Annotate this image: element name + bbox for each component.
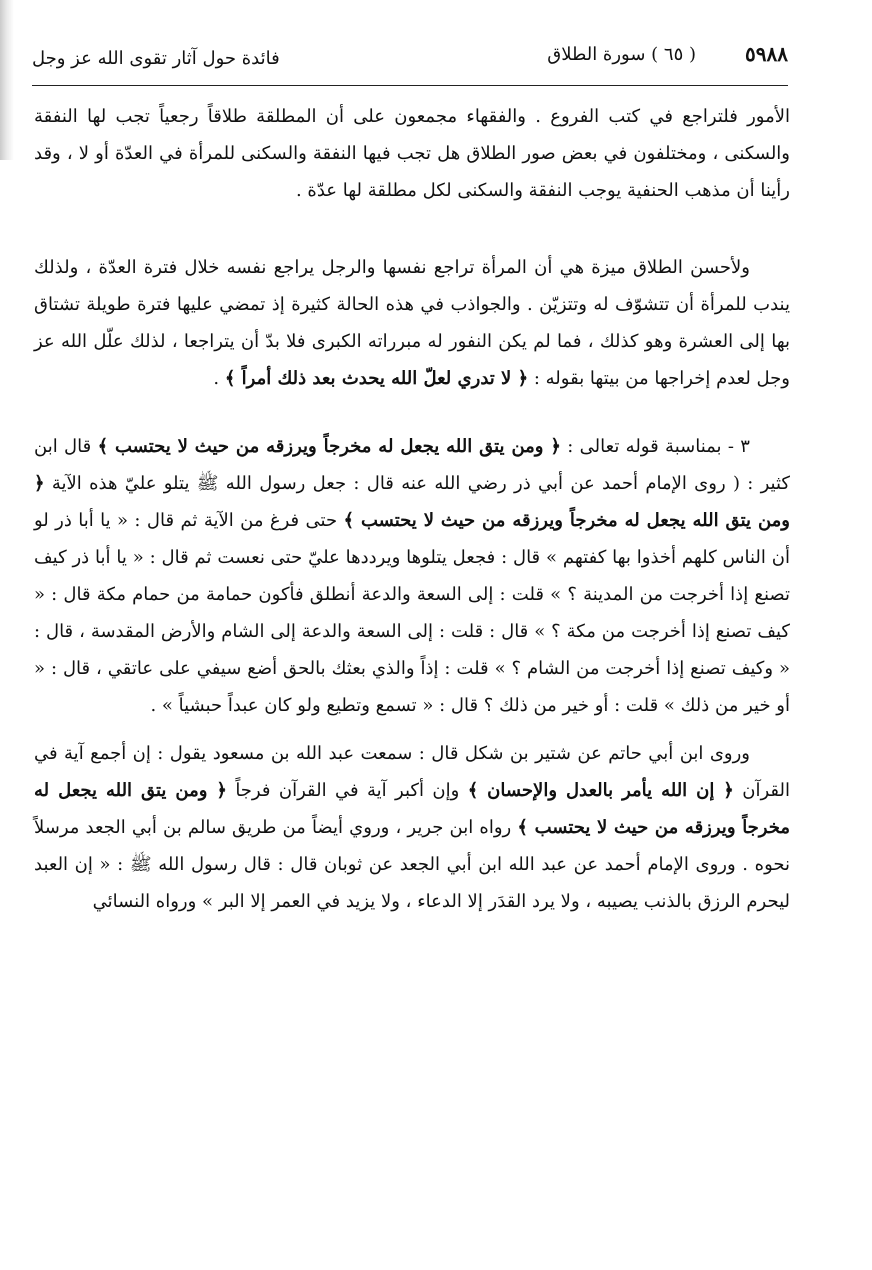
paragraph-2-end: . (213, 368, 225, 389)
paragraph-4 (34, 735, 790, 920)
paragraph-4-text: وروى ابن أبي حاتم عن شتير بن شكل قال : سمعت عبد الله بن مسعود يقول : إن أجمع آية في القرآن (34, 743, 790, 801)
quran-quote: ﴿ إن الله يأمر بالعدل والإحسان ﴾ (467, 780, 734, 801)
quran-quote: ﴿ ومن يتق الله يجعل له مخرجاً ويرزقه من حيث لا يحتسب ﴾ (34, 780, 790, 838)
paragraph-gap (34, 397, 790, 428)
page-edge-shadow (0, 0, 14, 160)
paragraph-3-text: قال ابن كثير : ( روى الإمام أحمد عن أبي ذر رضي الله عنه قال : جعل رسول الله ﷺ يتلو عليّ هذه الآية (34, 436, 790, 494)
surah-label: ( ٦٥ ) سورة الطلاق (547, 44, 696, 65)
paragraph-3 (34, 428, 790, 724)
paragraph-3-text: حتى فرغ من الآية ثم قال : « يا أبا ذر لو أن الناس كلهم أخذوا بها كفتهم » قال : فجعل يتلوها ويرددها عليّ حتى نعست ثم قال : « يا أبا ذر كيف تصنع إذا أخرجت من المدينة ؟ » قلت : إلى السعة والدعة أنطلق فأكون حمامة من حمام مكة قال : « كيف تصنع إذا أخرجت من مكة ؟ » قال : قلت : إلى السعة والدعة إلى الشام والأرض المقدسة ، قال : « وكيف تصنع إذا أخرجت من الشام ؟ » قلت : إذاً والذي بعثك بالحق أضع سيفي على عاتقي ، قال : « أو خير من ذلك » قلت : أو خير من ذلك ؟ قال : « تسمع وتطيع ولو كان عبداً حبشياً » . (34, 510, 790, 716)
quran-quote: ﴿ ومن يتق الله يجعل له مخرجاً ويرزقه من حيث لا يحتسب ﴾ (34, 473, 790, 531)
page-header (32, 38, 788, 82)
page-number: ٥٩٨٨ (745, 42, 788, 66)
page-body (34, 98, 790, 920)
quran-quote: ﴿ ومن يتق الله يجعل له مخرجاً ويرزقه من حيث لا يحتسب ﴾ (97, 436, 561, 457)
paragraph-4-text: رواه ابن جرير ، وروي أيضاً من طريق سالم بن أبي الجعد مرسلاً نحوه . وروى الإمام أحمد عن عبد الله ابن أبي الجعد عن ثوبان قال : قال رسول الله ﷺ : « إن العبد ليحرم الرزق بالذنب يصيبه ، ولا يرد القدَر إلا الدعاء ، ولا يزيد في العمر إلا البر » ورواه النسائي (34, 817, 790, 912)
paragraph-gap (34, 209, 790, 249)
paragraph-2-text: ولأحسن الطلاق ميزة هي أن المرأة تراجع نفسها والرجل يراجع نفسه خلال فترة العدّة ، ولذلك يندب للمرأة أن تتشوّف له وتتزيّن . والجواذب في هذه الحالة كثيرة إذ تمضي عليها فترة طويلة تشتاق بها إلى العشرة وهو كذلك ، فما لم يكن النفور له مبرراته الكبرى فلا بدّ أن يتراجعا ، لذلك علّل الله عز وجل لعدم إخراجها من بيتها بقوله : (34, 257, 790, 389)
paragraph-2 (34, 249, 790, 397)
paragraph-3-intro: ٣ - بمناسبة قوله تعالى : (567, 436, 750, 457)
paragraph-gap (34, 724, 790, 735)
quran-quote: ﴿ لا تدري لعلّ الله يحدث بعد ذلك أمراً ﴾ (224, 368, 529, 389)
paragraph-1: الأمور فلتراجع في كتب الفروع . والفقهاء مجمعون على أن المطلقة طلاقاً رجعياً تجب لها النفقة والسكنى ، ومختلفون في بعض صور الطلاق هل تجب فيها النفقة والسكنى للمرأة في العدّة أو لا ، وقد رأينا أن مذهب الحنفية يوجب النفقة والسكنى لكل مطلقة لها عدّة . (34, 106, 790, 201)
header-divider (32, 85, 788, 86)
paragraph-4-text: وإن أكبر آية في القرآن فرجاً (235, 780, 460, 801)
topic-label: فائدة حول آثار تقوى الله عز وجل (32, 48, 280, 69)
